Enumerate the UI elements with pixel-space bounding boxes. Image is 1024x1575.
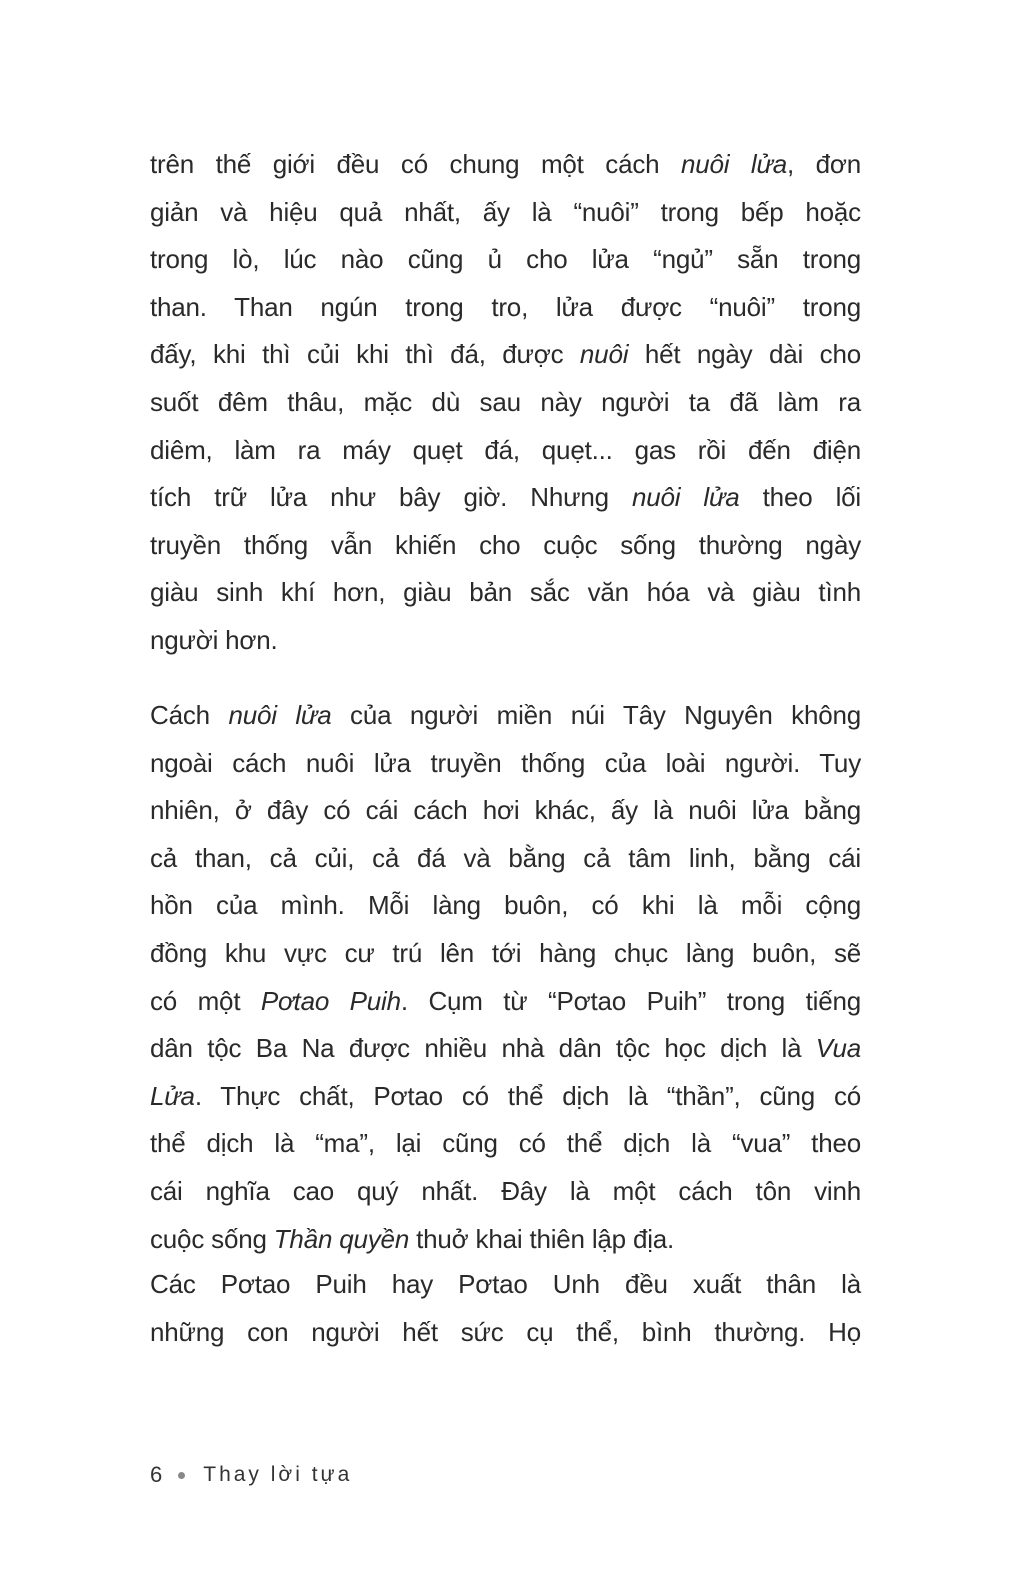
text-segment: , đơn [787, 149, 862, 179]
italic-text: nuôi [579, 339, 629, 370]
text-segment: . Thực chất, Pơtao có thể dịch là “thần”, cũng có [194, 1080, 861, 1111]
text-segment: than. Than ngún trong tro, lửa được “nuôi” trong [150, 291, 861, 322]
page-footer [150, 1462, 352, 1488]
text-line [150, 1261, 861, 1309]
text-line [150, 1168, 861, 1216]
bullet-separator-icon [178, 1472, 185, 1479]
italic-text: Pơtao Puih [260, 985, 401, 1016]
text-line [150, 236, 861, 284]
text-line [150, 882, 861, 930]
text-segment: có một [150, 985, 261, 1016]
text-line [150, 692, 861, 740]
text-segment: diêm, làm ra máy quẹt đá, quẹt... gas rồi đến điện [150, 434, 861, 465]
text-segment: thuở khai thiên lập địa. [409, 1223, 675, 1254]
text-line [150, 569, 861, 617]
text-segment: hồn của mình. Mỗi làng buôn, có khi là mỗi cộng [150, 890, 861, 921]
running-section-title: Thay lời tựa [203, 1463, 353, 1486]
text-segment: giàu sinh khí hơn, giàu bản sắc văn hóa và giàu tình [150, 577, 861, 608]
text-line [150, 1309, 861, 1357]
text-line [150, 331, 861, 379]
text-line [150, 474, 861, 522]
text-line [150, 1216, 861, 1264]
text-segment: thể dịch là “ma”, lại cũng có thể dịch là “vua” theo [150, 1128, 861, 1159]
text-line [150, 1025, 861, 1073]
text-segment: truyền thống vẫn khiến cho cuộc sống thường ngày [150, 529, 861, 560]
italic-text: nuôi lửa [228, 700, 332, 730]
text-segment: đồng khu vực cư trú lên tới hàng chục làng buôn, sẽ [150, 937, 861, 968]
text-segment: hết ngày dài cho [628, 339, 861, 370]
text-segment: cái nghĩa cao quý nhất. Đây là một cách tôn vinh [150, 1175, 861, 1206]
text-line [150, 189, 861, 237]
text-segment: Cách [150, 700, 229, 730]
text-segment: tích trữ lửa như bây giờ. Nhưng [150, 482, 632, 513]
italic-text: Lửa [150, 1080, 195, 1111]
text-segment: giản và hiệu quả nhất, ấy là “nuôi” trong bếp hoặc [150, 196, 861, 227]
paragraph-2 [150, 692, 861, 1263]
italic-text: nuôi lửa [631, 482, 740, 513]
text-segment: nhiên, ở đây có cái cách hơi khác, ấy là nuôi lửa bằng [150, 795, 861, 826]
text-segment: theo lối [739, 482, 861, 513]
text-segment: cuộc sống [150, 1223, 274, 1254]
text-segment: ngoài cách nuôi lửa truyền thống của loài người. Tuy [150, 747, 861, 778]
text-segment: suốt đêm thâu, mặc dù sau này người ta đã làm ra [150, 386, 861, 417]
text-line [150, 141, 861, 189]
text-line [150, 617, 861, 665]
page-number: 6 [150, 1462, 163, 1487]
text-segment: người hơn. [150, 624, 278, 655]
text-line [150, 522, 861, 570]
text-line [150, 740, 861, 788]
text-line [150, 1073, 861, 1121]
text-line [150, 787, 861, 835]
italic-text: Thần quyền [273, 1223, 410, 1254]
text-segment: dân tộc Ba Na được nhiều nhà dân tộc học dịch là [150, 1033, 816, 1064]
text-segment: trong lò, lúc nào cũng ủ cho lửa “ngủ” sẵn trong [150, 244, 861, 275]
paragraph-1 [150, 141, 861, 665]
italic-text: nuôi lửa [680, 149, 788, 179]
text-line [150, 284, 861, 332]
text-line [150, 1120, 861, 1168]
text-line [150, 379, 861, 427]
text-segment: đấy, khi thì củi khi thì đá, được [150, 339, 580, 370]
text-segment: những con người hết sức cụ thể, bình thường. Họ [150, 1316, 861, 1347]
text-line [150, 427, 861, 475]
text-line [150, 930, 861, 978]
paragraph-3 [150, 1261, 861, 1356]
text-line [150, 978, 861, 1026]
text-segment: cả than, cả củi, cả đá và bằng cả tâm linh, bằng cái [150, 842, 861, 873]
text-line [150, 835, 861, 883]
text-segment: Các Pơtao Puih hay Pơtao Unh đều xuất thân là [150, 1269, 861, 1299]
text-segment: trên thế giới đều có chung một cách [150, 149, 681, 179]
text-segment: . Cụm từ “Pơtao Puih” trong tiếng [400, 985, 861, 1016]
text-segment: của người miền núi Tây Nguyên không [331, 700, 861, 730]
italic-text: Vua [815, 1033, 861, 1064]
